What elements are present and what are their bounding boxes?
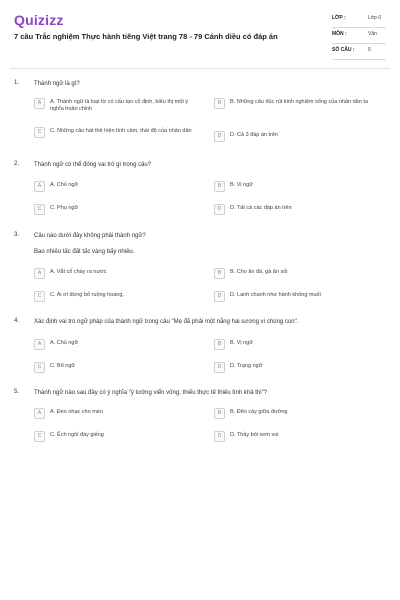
option-letter-box: B — [214, 98, 225, 109]
question-number: 2. — [14, 161, 20, 167]
meta-table — [332, 12, 386, 60]
option-letter-box: B — [214, 339, 225, 350]
option-text: B. Cho ăn đá, gà ăn sỏi — [230, 269, 288, 275]
option-text: C. Bổ ngữ — [50, 363, 76, 369]
option-letter-box: A — [34, 98, 45, 109]
meta-value: Văn — [368, 31, 377, 37]
option-text: C. Ếch ngồi đáy giếng — [50, 432, 104, 438]
option-text: C. Những câu hát thể hiện tình cảm, thái độ của nhân dân — [50, 128, 192, 134]
option-text: C. Phụ ngữ — [50, 205, 79, 211]
question-text: Thành ngữ là gì? — [34, 81, 80, 87]
meta-row-class — [332, 12, 386, 28]
option-letter-box: D — [214, 291, 225, 302]
option-letter-box: B — [214, 268, 225, 279]
option-text: A. Thành ngữ là loại từ có cấu tạo cố định, biểu thị một ý nghĩa hoàn chỉnh — [50, 99, 189, 112]
option-text: D. Cả 3 đáp án trên — [230, 132, 279, 138]
option-text: D. Tất cả các đáp án trên — [230, 205, 292, 211]
meta-value: 5 — [368, 47, 371, 53]
question-number: 3. — [14, 232, 20, 238]
option-text: A. Chủ ngữ — [50, 182, 79, 188]
option-text: D. Trạng ngữ — [230, 363, 263, 369]
option-letter-box: C — [34, 291, 45, 302]
question-number: 1. — [14, 80, 20, 86]
option-letter-box: A — [34, 181, 45, 192]
worksheet-title: 7 câu Trắc nghiệm Thực hành tiếng Việt trang 78 - 79 Cánh diều có đáp án — [14, 32, 278, 41]
option-letter-box: D — [214, 204, 225, 215]
meta-row-subject — [332, 28, 386, 44]
quizizz-logo: Quizizz — [14, 12, 64, 28]
option-text: A. Đeo nhạc cho mèo — [50, 409, 103, 415]
question-text: Thành ngữ có thể đóng vai trò gì trong câu? — [34, 162, 152, 168]
question-number: 4. — [14, 318, 20, 324]
option-text: B. Vị ngữ — [230, 182, 253, 188]
option-text: A. Vắt cổ chày ra nước — [50, 269, 107, 275]
option-letter-box: C — [34, 431, 45, 442]
meta-key: MÔN : — [332, 31, 347, 37]
option-text: B. Những câu đúc rút kinh nghiệm sống của nhân dân ta — [230, 99, 368, 105]
option-text: B. Vị ngữ — [230, 340, 253, 346]
option-text: B. Đẽo cày giữa đường — [230, 409, 288, 415]
option-letter-box: D — [214, 431, 225, 442]
option-letter-box: D — [214, 362, 225, 373]
option-text: C. Ai ơi đừng bỏ ruộng hoang, — [50, 292, 124, 298]
option-letter-box: A — [34, 268, 45, 279]
option-letter-box: C — [34, 362, 45, 373]
question-text: Thành ngữ nào sau đây có ý nghĩa "ý tưởng viển vông, thiếu thực tế thiếu tính khả thi"? — [34, 390, 268, 396]
option-text: A. Chủ ngữ — [50, 340, 79, 346]
question-text: Xác định vai trò ngữ pháp của thành ngữ trong câu "Mẹ đã phải một nắng hai sương vì chúng con". — [34, 319, 299, 325]
meta-value: Lớp 6 — [368, 15, 382, 21]
option-letter-box: C — [34, 127, 45, 138]
meta-key: SỐ CÂU : — [332, 47, 355, 53]
option-letter-box: A — [34, 339, 45, 350]
meta-row-count — [332, 44, 386, 60]
worksheet-header — [0, 0, 400, 70]
option-letter-box: B — [214, 408, 225, 419]
question-text: Câu nào dưới đây không phải thành ngữ? — [34, 233, 146, 239]
option-letter-box: D — [214, 131, 225, 142]
question-excerpt: Bao nhiêu tấc đất tấc vàng bấy nhiêu. — [34, 249, 135, 255]
question-number: 5. — [14, 389, 20, 395]
option-letter-box: A — [34, 408, 45, 419]
option-letter-box: B — [214, 181, 225, 192]
option-letter-box: C — [34, 204, 45, 215]
option-text: D. Lanh chanh như hành không muối — [230, 292, 321, 298]
option-text: D. Thầy bói xem voi — [230, 432, 279, 438]
header-divider — [10, 68, 390, 69]
meta-key: LỚP : — [332, 15, 346, 21]
